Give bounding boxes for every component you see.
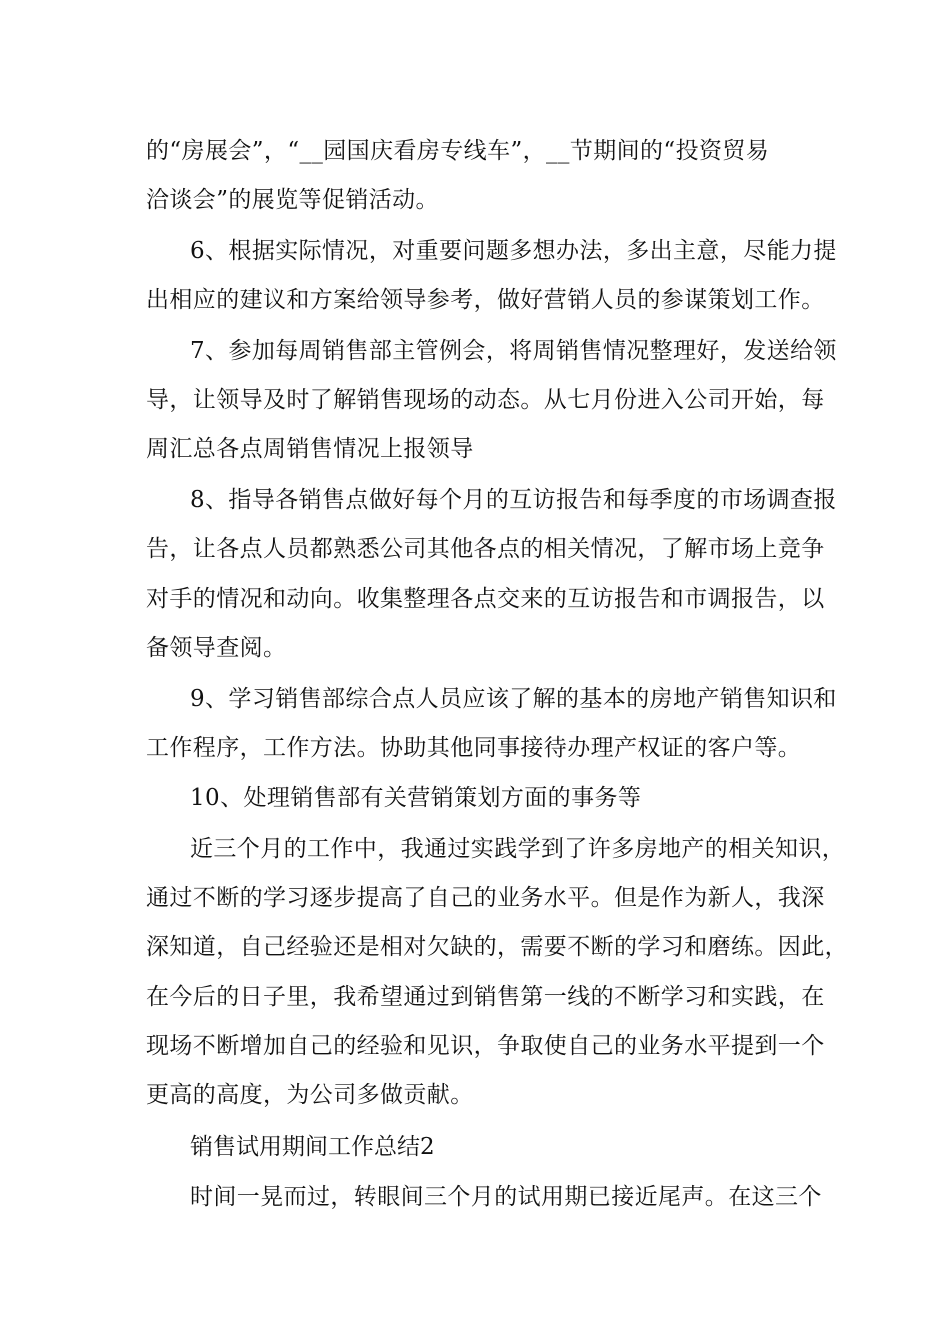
item-9-line-1: 9、学习销售部综合点人员应该了解的基本的房地产销售知识和 (190, 686, 837, 712)
summary-line-2: 通过不断的学习逐步提高了自己的业务水平。但是作为新人，我深 (146, 885, 825, 911)
summary-line-6: 更高的高度，为公司多做贡献。 (146, 1082, 474, 1108)
item-8-line-1: 8、指导各销售点做好每个月的互访报告和每季度的市场调查报 (190, 487, 837, 513)
item-8-line-4: 备领导查阅。 (146, 635, 287, 661)
item-6-line-2: 出相应的建议和方案给领导参考，做好营销人员的参谋策划工作。 (146, 287, 825, 313)
summary-line-1: 近三个月的工作中，我通过实践学到了许多房地产的相关知识， (190, 836, 846, 862)
item-9-line-2: 工作程序，工作方法。协助其他同事接待办理产权证的客户等。 (146, 735, 802, 761)
item-8-line-3: 对手的情况和动向。收集整理各点交来的互访报告和市调报告，以 (146, 586, 825, 612)
item-8-line-2: 告，让各点人员都熟悉公司其他各点的相关情况，了解市场上竞争 (146, 536, 825, 562)
item-6-line-1: 6、根据实际情况，对重要问题多想办法，多出主意，尽能力提 (190, 238, 837, 264)
section-heading: 销售试用期间工作总结2 (190, 1134, 435, 1160)
next-paragraph-line-1: 时间一晃而过，转眼间三个月的试用期已接近尾声。在这三个 (190, 1184, 822, 1210)
summary-line-5: 现场不断增加自己的经验和见识，争取使自己的业务水平提到一个 (146, 1033, 825, 1059)
item-10-line: 10、处理销售部有关营销策划方面的事务等 (190, 785, 642, 811)
summary-line-4: 在今后的日子里，我希望通过到销售第一线的不断学习和实践，在 (146, 984, 825, 1010)
paragraph-line-2: 洽谈会”的展览等促销活动。 (146, 187, 439, 213)
summary-line-3: 深知道，自己经验还是相对欠缺的，需要不断的学习和磨练。因此， (146, 934, 848, 960)
item-7-line-1: 7、参加每周销售部主管例会，将周销售情况整理好，发送给领 (190, 338, 837, 364)
item-7-line-2: 导，让领导及时了解销售现场的动态。从七月份进入公司开始，每 (146, 387, 825, 413)
paragraph-line-1: 的“房展会”，“__园国庆看房专线车”，__节期间的“投资贸易 (146, 138, 770, 164)
item-7-line-3: 周汇总各点周销售情况上报领导 (146, 436, 474, 462)
